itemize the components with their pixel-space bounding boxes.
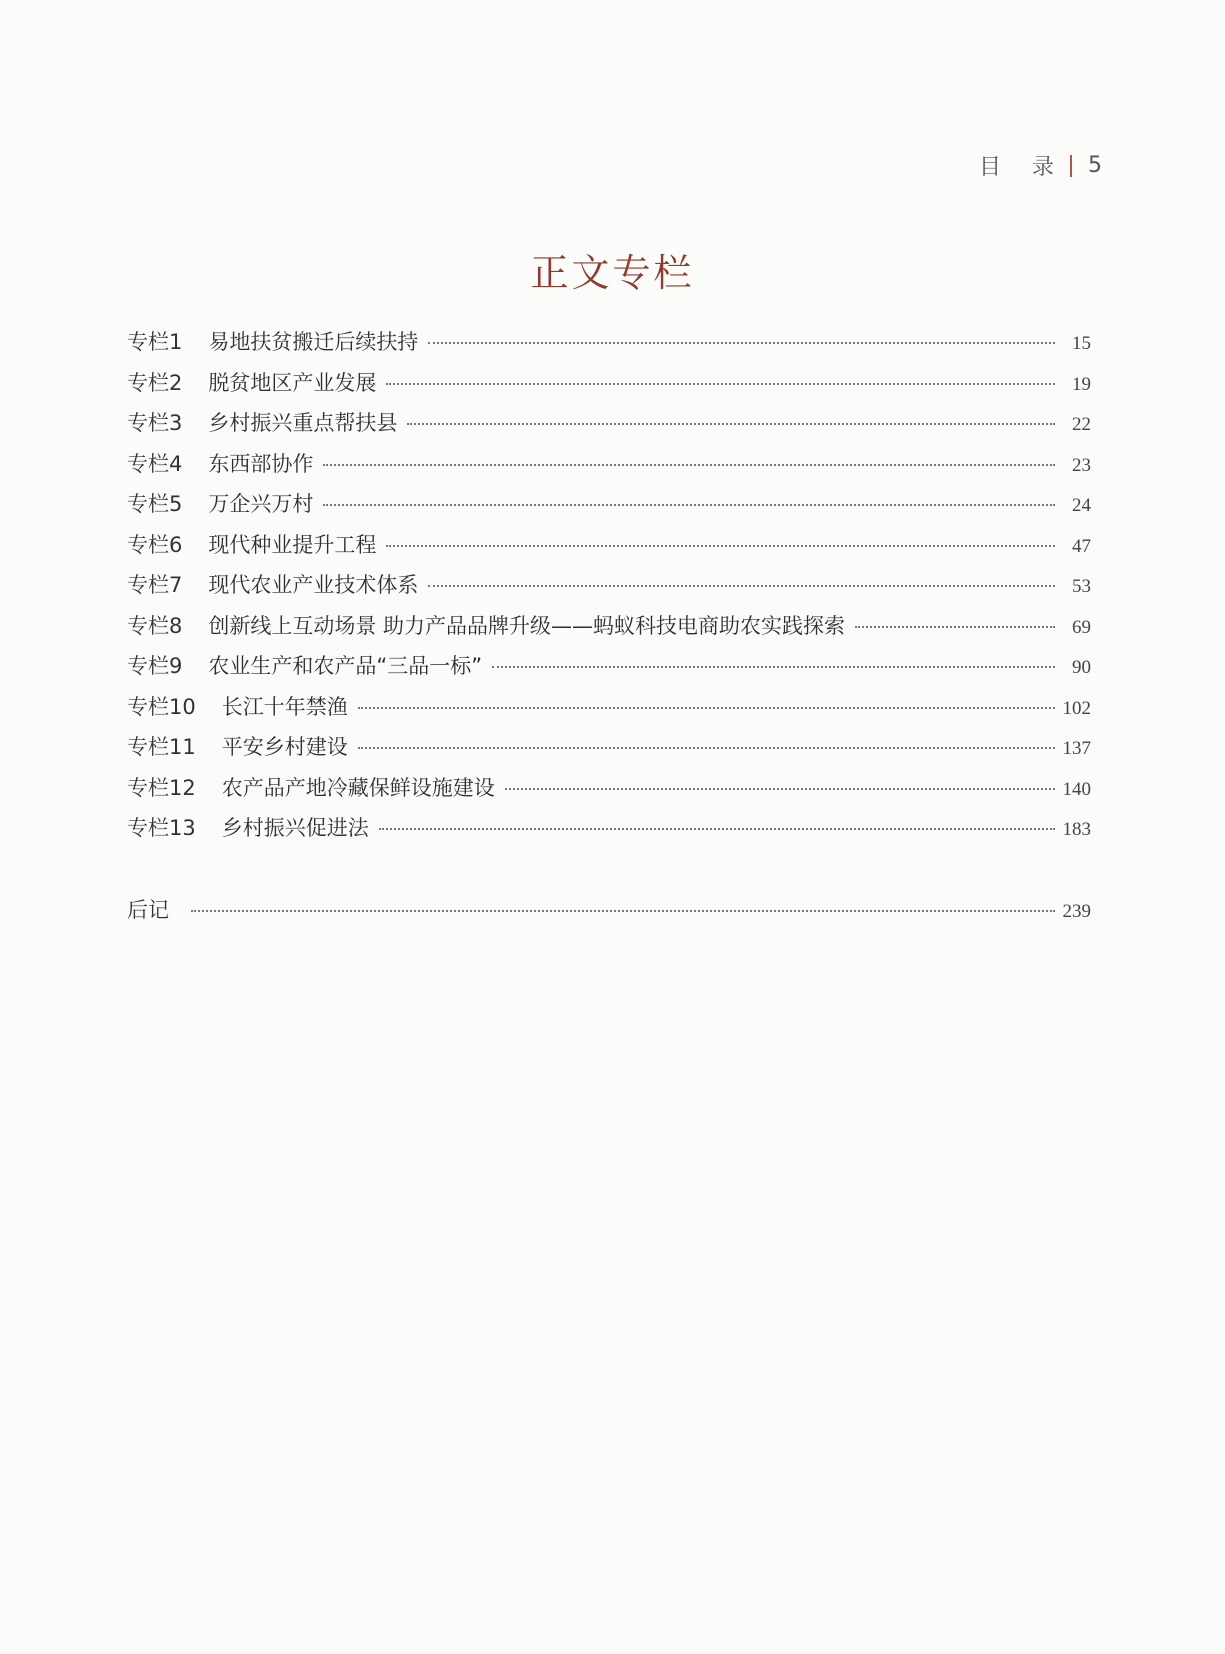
toc-entry[interactable] (127, 610, 1091, 651)
toc-entry-page: 102 (1062, 697, 1091, 719)
toc-entry[interactable] (127, 569, 1091, 610)
toc-entry-label: 专栏7 (127, 573, 183, 597)
afterword-page: 239 (1062, 901, 1091, 922)
toc-entry[interactable] (127, 448, 1091, 489)
toc-entry-page: 24 (1072, 495, 1091, 516)
dot-leader (379, 828, 1055, 830)
dot-leader (428, 342, 1055, 344)
toc-entry-label: 专栏11 (127, 735, 196, 759)
dot-leader (358, 707, 1055, 709)
toc-entry[interactable] (127, 772, 1091, 813)
dot-leader (323, 504, 1055, 506)
toc-entry-title: 农业生产和农产品“三品一标” (208, 654, 483, 678)
toc-entry-label: 专栏8 (127, 613, 183, 638)
toc-entry-title: 脱贫地区产业发展 (208, 370, 377, 395)
toc-entry-title: 现代农业产业技术体系 (208, 573, 419, 597)
afterword-title: 后记 (127, 898, 169, 922)
toc-entry-page: 69 (1072, 616, 1091, 638)
toc-entry[interactable] (127, 488, 1091, 529)
toc-entry[interactable] (127, 529, 1091, 570)
toc-entry-label: 专栏6 (127, 532, 183, 557)
running-header (979, 150, 1102, 181)
dot-leader (386, 383, 1055, 385)
dot-leader (386, 545, 1055, 547)
table-of-contents (127, 326, 1091, 853)
toc-entry-page: 19 (1072, 373, 1091, 395)
dot-leader (492, 666, 1055, 668)
toc-entry-title: 农产品产地冷藏保鲜设施建设 (221, 775, 495, 800)
toc-entry-page: 23 (1072, 454, 1091, 476)
dot-leader (428, 585, 1055, 587)
toc-entry-page: 15 (1072, 333, 1091, 354)
toc-entry-page: 53 (1072, 576, 1091, 597)
toc-entry[interactable] (127, 407, 1091, 448)
dot-leader (323, 464, 1055, 466)
toc-entry-label: 专栏10 (127, 694, 196, 719)
toc-entry-title: 乡村振兴重点帮扶县 (208, 411, 398, 435)
toc-entry-page: 183 (1062, 819, 1091, 840)
page-number: 5 (1088, 153, 1102, 178)
running-header-separator (1070, 155, 1072, 177)
toc-entry-title: 东西部协作 (208, 451, 314, 476)
toc-entry-label: 专栏4 (127, 451, 183, 476)
dot-leader (855, 626, 1055, 628)
toc-entry-page: 22 (1072, 414, 1091, 435)
dot-leader (191, 910, 1055, 912)
toc-entry-page: 140 (1062, 778, 1091, 800)
toc-entry-page: 137 (1062, 738, 1091, 759)
toc-entry-title: 平安乡村建设 (221, 735, 348, 759)
dot-leader (407, 423, 1055, 425)
toc-entry-label: 专栏3 (127, 411, 183, 435)
toc-entry-label: 专栏12 (127, 775, 196, 800)
toc-entry-title: 现代种业提升工程 (208, 532, 377, 557)
toc-entry[interactable] (127, 650, 1091, 691)
toc-entry-label: 专栏9 (127, 654, 183, 678)
running-header-title: 目 录 (979, 155, 1066, 180)
dot-leader (505, 788, 1055, 790)
afterword-entry[interactable] (127, 894, 1091, 924)
dot-leader (358, 747, 1055, 749)
toc-entry-title: 创新线上互动场景 助力产品品牌升级——蚂蚁科技电商助农实践探索 (208, 613, 846, 638)
toc-entry-title: 长江十年禁渔 (221, 694, 348, 719)
toc-entry-page: 90 (1072, 657, 1091, 678)
toc-entry-label: 专栏5 (127, 492, 183, 516)
toc-entry-label: 专栏13 (127, 816, 196, 840)
toc-entry-title: 万企兴万村 (208, 492, 314, 516)
toc-entry-title: 乡村振兴促进法 (221, 816, 369, 840)
toc-entry[interactable] (127, 691, 1091, 732)
toc-entry-label: 专栏1 (127, 330, 183, 354)
toc-entry[interactable] (127, 812, 1091, 853)
toc-entry-title: 易地扶贫搬迁后续扶持 (208, 330, 419, 354)
section-title: 正文专栏 (530, 251, 695, 295)
toc-entry-label: 专栏2 (127, 370, 183, 395)
toc-entry-page: 47 (1072, 535, 1091, 557)
toc-entry[interactable] (127, 326, 1091, 367)
toc-entry[interactable] (127, 367, 1091, 408)
toc-entry[interactable] (127, 731, 1091, 772)
